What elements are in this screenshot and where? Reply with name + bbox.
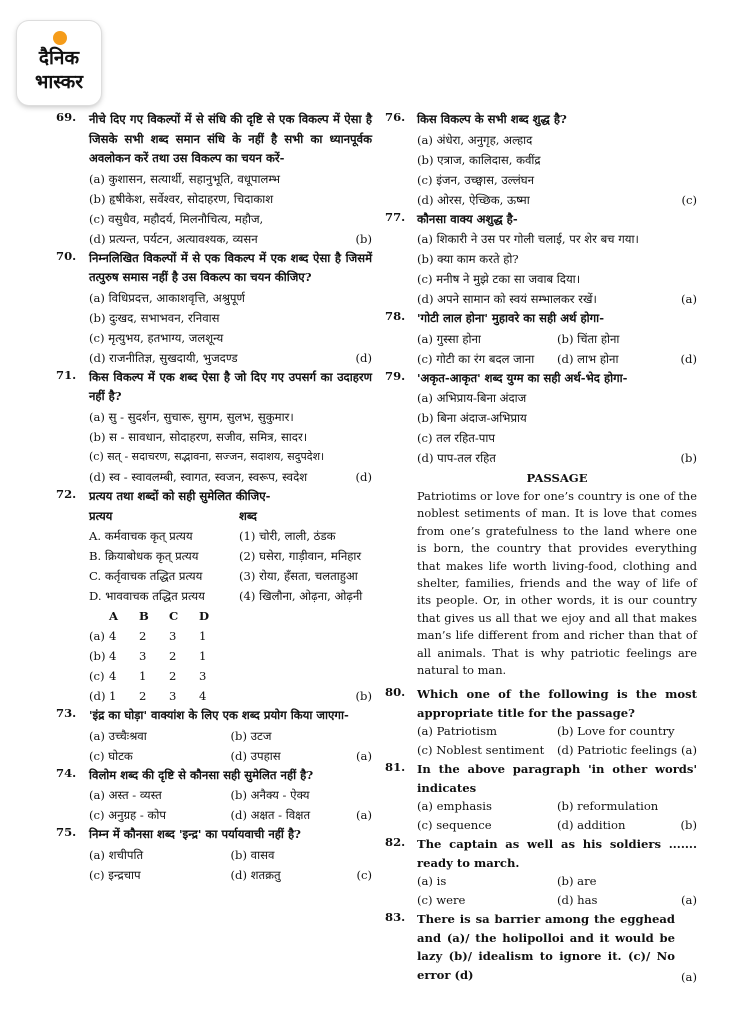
question-text: 'इंद्र का घोड़ा' वाक्यांश के लिए एक शब्द प्रयोग किया जाएगा- xyxy=(89,708,349,722)
passage-text: Patriotims or love for one’s country is one of the noblest setiments of man. It is love that comes from one’s gratefulness to the land where one is born, the country that provides everything that makes life worth living-food, clothing and shelter, families, friends and the way of life of its people. Or, in other words, it is our country that gives us all that we ejoy and all that makes man’s life different from and richer than that of all animals. That is why patriotic feelings are natural to man. xyxy=(417,489,697,678)
question-82 xyxy=(385,835,697,910)
option: (c) Noblest sentiment xyxy=(417,743,545,758)
option: (b) उटज xyxy=(230,728,272,743)
question-number: 72. xyxy=(56,486,77,501)
answer-label: (d) xyxy=(355,469,372,484)
logo-line1: दैनिक xyxy=(38,47,80,69)
option: (c) वसुधैव, महौदर्य, मिलनौचित्य, महौज, xyxy=(89,211,264,226)
option: (a) अस्त - व्यस्त xyxy=(89,788,162,802)
question-number: 71. xyxy=(56,367,77,382)
option: (a) is xyxy=(417,874,447,889)
question-number: 73. xyxy=(56,706,77,720)
question-69 xyxy=(56,110,372,249)
question-number: 78. xyxy=(385,309,406,323)
option: (d) addition xyxy=(557,818,626,833)
option: (d) अक्षत - विक्षत xyxy=(230,808,311,822)
option: (b) दुःखद, सभाभवन, रनिवास xyxy=(89,310,220,325)
choice-row: (d) 1 2 3 4 (b) xyxy=(89,686,372,706)
question-text: निम्नलिखित विकल्पों में से एक विकल्प में एक शब्द ऐसा है जिसमें तत्पुरुष समास नहीं है उस विकल्प का चयन कीजिए? xyxy=(89,250,372,284)
question-number: 82. xyxy=(385,835,406,850)
option: (d) लाभ होना xyxy=(557,351,619,366)
option: (a) गुस्सा होना xyxy=(417,331,481,346)
option: (a) सु - सुदर्शन, सुचारू, सुगम, सुलभ, सुकुमार। xyxy=(89,409,294,424)
option: (c) were xyxy=(417,893,466,908)
option: (b) वासव xyxy=(230,847,275,862)
option: (d) राजनीतिज्ञ, सुखदायी, भुजदण्ड xyxy=(89,350,238,365)
option: (d) Patriotic feelings xyxy=(557,743,678,758)
match-header: प्रत्यय xyxy=(89,509,113,523)
question-78 xyxy=(385,309,697,369)
option: (a) Patriotism xyxy=(417,724,498,739)
question-text: प्रत्यय तथा शब्दों को सही सुमेलित कीजिए- xyxy=(89,488,271,503)
question-text: विलोम शब्द की दृष्टि से कौनसा सही सुमेलित नहीं है? xyxy=(89,767,314,782)
option: (b) are xyxy=(557,874,597,889)
question-76 xyxy=(385,110,697,210)
question-75 xyxy=(56,825,372,885)
question-77 xyxy=(385,210,697,310)
match-row: D. भाववाचक तद्धित प्रत्यय (4) खिलौना, ओढ़ना, ओढ़नी xyxy=(89,589,363,603)
option: (b) हृषीकेश, सर्वेश्वर, सोदाहरण, चिदाकाश xyxy=(89,191,274,206)
choice-row: (a) 4 2 3 1 xyxy=(89,629,207,643)
question-text: कौनसा वाक्य अशुद्ध है- xyxy=(417,211,518,226)
option: (b) स - सावधान, सोदाहरण, सजीव, समित्र, सादर। xyxy=(89,429,308,444)
option: (c) इन्द्रचाप xyxy=(89,867,141,882)
abcd-header: A B C D xyxy=(109,609,210,623)
option: (d) उपहास xyxy=(230,748,281,763)
option: (c) सत् - सदाचरण, सद्भावना, सज्जन, सदाशय, सदुपदेश। xyxy=(89,449,325,463)
option: (d) शतक्रतु xyxy=(230,867,281,882)
option: (c) गोटी का रंग बदल जाना xyxy=(417,351,535,366)
option: (b) बिना अंदाज-अभिप्राय xyxy=(417,411,527,425)
option: (c) अनुग्रह - कोप xyxy=(89,808,166,822)
option: (a) विधिप्रदत्त, आकाशवृत्ति, अश्रुपूर्ण xyxy=(89,290,245,305)
answer-label: (d) xyxy=(680,351,697,366)
question-80 xyxy=(385,685,697,760)
option: (b) क्या काम करते हो? xyxy=(417,252,519,266)
question-text: निम्न में कौनसा शब्द 'इन्द्र' का पर्यायवाची नहीं है? xyxy=(89,827,301,841)
option: (a) अंधेरा, अनुगृह, अल्हाद xyxy=(417,132,533,147)
question-81 xyxy=(385,760,697,835)
question-79 xyxy=(385,369,697,469)
question-text: 'अकृत-आकृत' शब्द युग्म का सही अर्थ-भेद होगा- xyxy=(417,370,628,385)
option: (c) तल रहित-पाप xyxy=(417,431,495,445)
question-number: 69. xyxy=(56,110,77,124)
passage-title: PASSAGE xyxy=(526,471,588,485)
option: (a) emphasis xyxy=(417,799,492,814)
answer-label: (c) xyxy=(681,192,697,207)
match-row: B. क्रियाबोधक कृत् प्रत्यय (2) घसेरा, गाड़ीवान, मनिहार xyxy=(89,549,362,563)
passage xyxy=(417,468,697,679)
option: (c) मनीष ने मुझे टका सा जवाब दिया। xyxy=(417,272,581,286)
question-text: किस विकल्प के सभी शब्द शुद्ध है? xyxy=(417,112,567,126)
question-73 xyxy=(56,706,372,766)
question-number: 75. xyxy=(56,825,77,839)
option: (d) ओरस, ऐच्छिक, ऊष्मा xyxy=(417,192,530,207)
option: (b) चिंता होना xyxy=(557,331,620,346)
option: (a) शिकारी ने उस पर गोली चलाई, पर शेर बच गया। xyxy=(417,232,639,246)
answer-label: (a) xyxy=(681,743,697,758)
question-text: In the above paragraph 'in other words' indicates xyxy=(417,762,697,795)
logo-line2: भास्कर xyxy=(34,71,84,93)
question-number: 80. xyxy=(385,685,406,700)
question-text: The captain as well as his soldiers ....... ready to march. xyxy=(417,837,697,870)
match-header: शब्द xyxy=(239,509,257,523)
question-number: 70. xyxy=(56,248,77,263)
logo-sun-icon xyxy=(53,31,67,45)
answer-label: (a) xyxy=(681,292,697,306)
question-number: 81. xyxy=(385,760,406,775)
option: (b) अनैक्य - ऐक्य xyxy=(230,788,310,802)
answer-label: (c) xyxy=(356,867,372,882)
option: (d) पाप-तल रहित xyxy=(417,451,496,465)
question-text: किस विकल्प में एक शब्द ऐसा है जो दिए गए उपसर्ग का उदाहरण नहीं है? xyxy=(89,369,372,403)
answer-label: (b) xyxy=(680,451,697,465)
option: (a) उच्चैःश्रवा xyxy=(89,728,147,743)
question-number: 77. xyxy=(385,209,406,224)
question-text: Which one of the following is the most appropriate title for the passage? xyxy=(417,687,697,720)
question-number: 76. xyxy=(385,110,406,124)
choice-row: (c) 4 1 2 3 xyxy=(89,669,207,683)
option: (a) अभिप्राय-बिना अंदाज xyxy=(417,391,527,405)
option: (c) मृत्युभय, हतभाग्य, जलशून्य xyxy=(89,330,224,345)
question-72 xyxy=(56,487,372,707)
answer-label: (a) xyxy=(681,893,697,908)
answer-label: (a) xyxy=(681,970,697,985)
option: (d) has xyxy=(557,893,598,908)
option: (c) इंजन, उच्छ्वास, उल्लंघन xyxy=(417,172,535,187)
question-70 xyxy=(56,249,372,368)
option: (b) reformulation xyxy=(557,799,659,814)
question-text: There is sa barrier among the egghead and (a)/ the holipolloi and it would be lazy (b)/ idealism to ignore it. (c)/ No error (d) xyxy=(417,912,675,982)
question-text: नीचे दिए गए विकल्पों में से संधि की दृष्टि से एक विकल्प में ऐसा है जिसके सभी शब्द समान संधि के नहीं है सभी का ध्यानपूर्वक अवलोकन करें तथा उस विकल्प का चयन करें- xyxy=(89,112,372,165)
answer-label: (b) xyxy=(355,689,372,703)
answer-label: (b) xyxy=(680,818,697,833)
option: (a) शचीपति xyxy=(89,847,144,862)
dainik-bhaskar-logo xyxy=(17,21,101,105)
question-74 xyxy=(56,766,372,826)
question-text: 'गोटी लाल होना' मुहावरे का सही अर्थ होगा- xyxy=(417,311,605,325)
question-number: 79. xyxy=(385,368,406,383)
choice-row: (b) 4 3 2 1 xyxy=(89,649,207,663)
match-row: C. कर्तृवाचक तद्धित प्रत्यय (3) रोया, हँसता, चलताहुआ xyxy=(89,569,358,583)
option: (c) घोटक xyxy=(89,748,133,763)
question-number: 74. xyxy=(56,765,77,780)
option: (c) sequence xyxy=(417,818,492,833)
option: (d) प्रत्यन्त, पर्यटन, अत्यावश्यक, व्यसन xyxy=(89,231,258,246)
left-column xyxy=(56,110,372,885)
question-71 xyxy=(56,368,372,487)
match-row: A. कर्मवाचक कृत् प्रत्यय (1) चोरी, लाली, ठंडक xyxy=(89,529,336,543)
question-83 xyxy=(385,910,697,984)
answer-label: (d) xyxy=(355,350,372,365)
option: (d) स्व - स्वावलम्बी, स्वागत, स्वजन, स्वरूप, स्वदेश xyxy=(89,469,308,484)
option: (b) Love for country xyxy=(557,724,675,739)
answer-label: (b) xyxy=(355,231,372,246)
answer-label: (a) xyxy=(356,808,372,822)
question-number: 83. xyxy=(385,910,406,925)
option: (d) अपने सामान को स्वयं सम्भालकर रखें। xyxy=(417,292,597,306)
option: (a) कुशासन, सत्यार्थी, सहानुभूति, वधूपालम्भ xyxy=(89,171,281,186)
right-column xyxy=(385,110,697,984)
option: (b) एत्राज, कालिदास, कवींद्र xyxy=(417,152,541,167)
answer-label: (a) xyxy=(356,748,372,763)
